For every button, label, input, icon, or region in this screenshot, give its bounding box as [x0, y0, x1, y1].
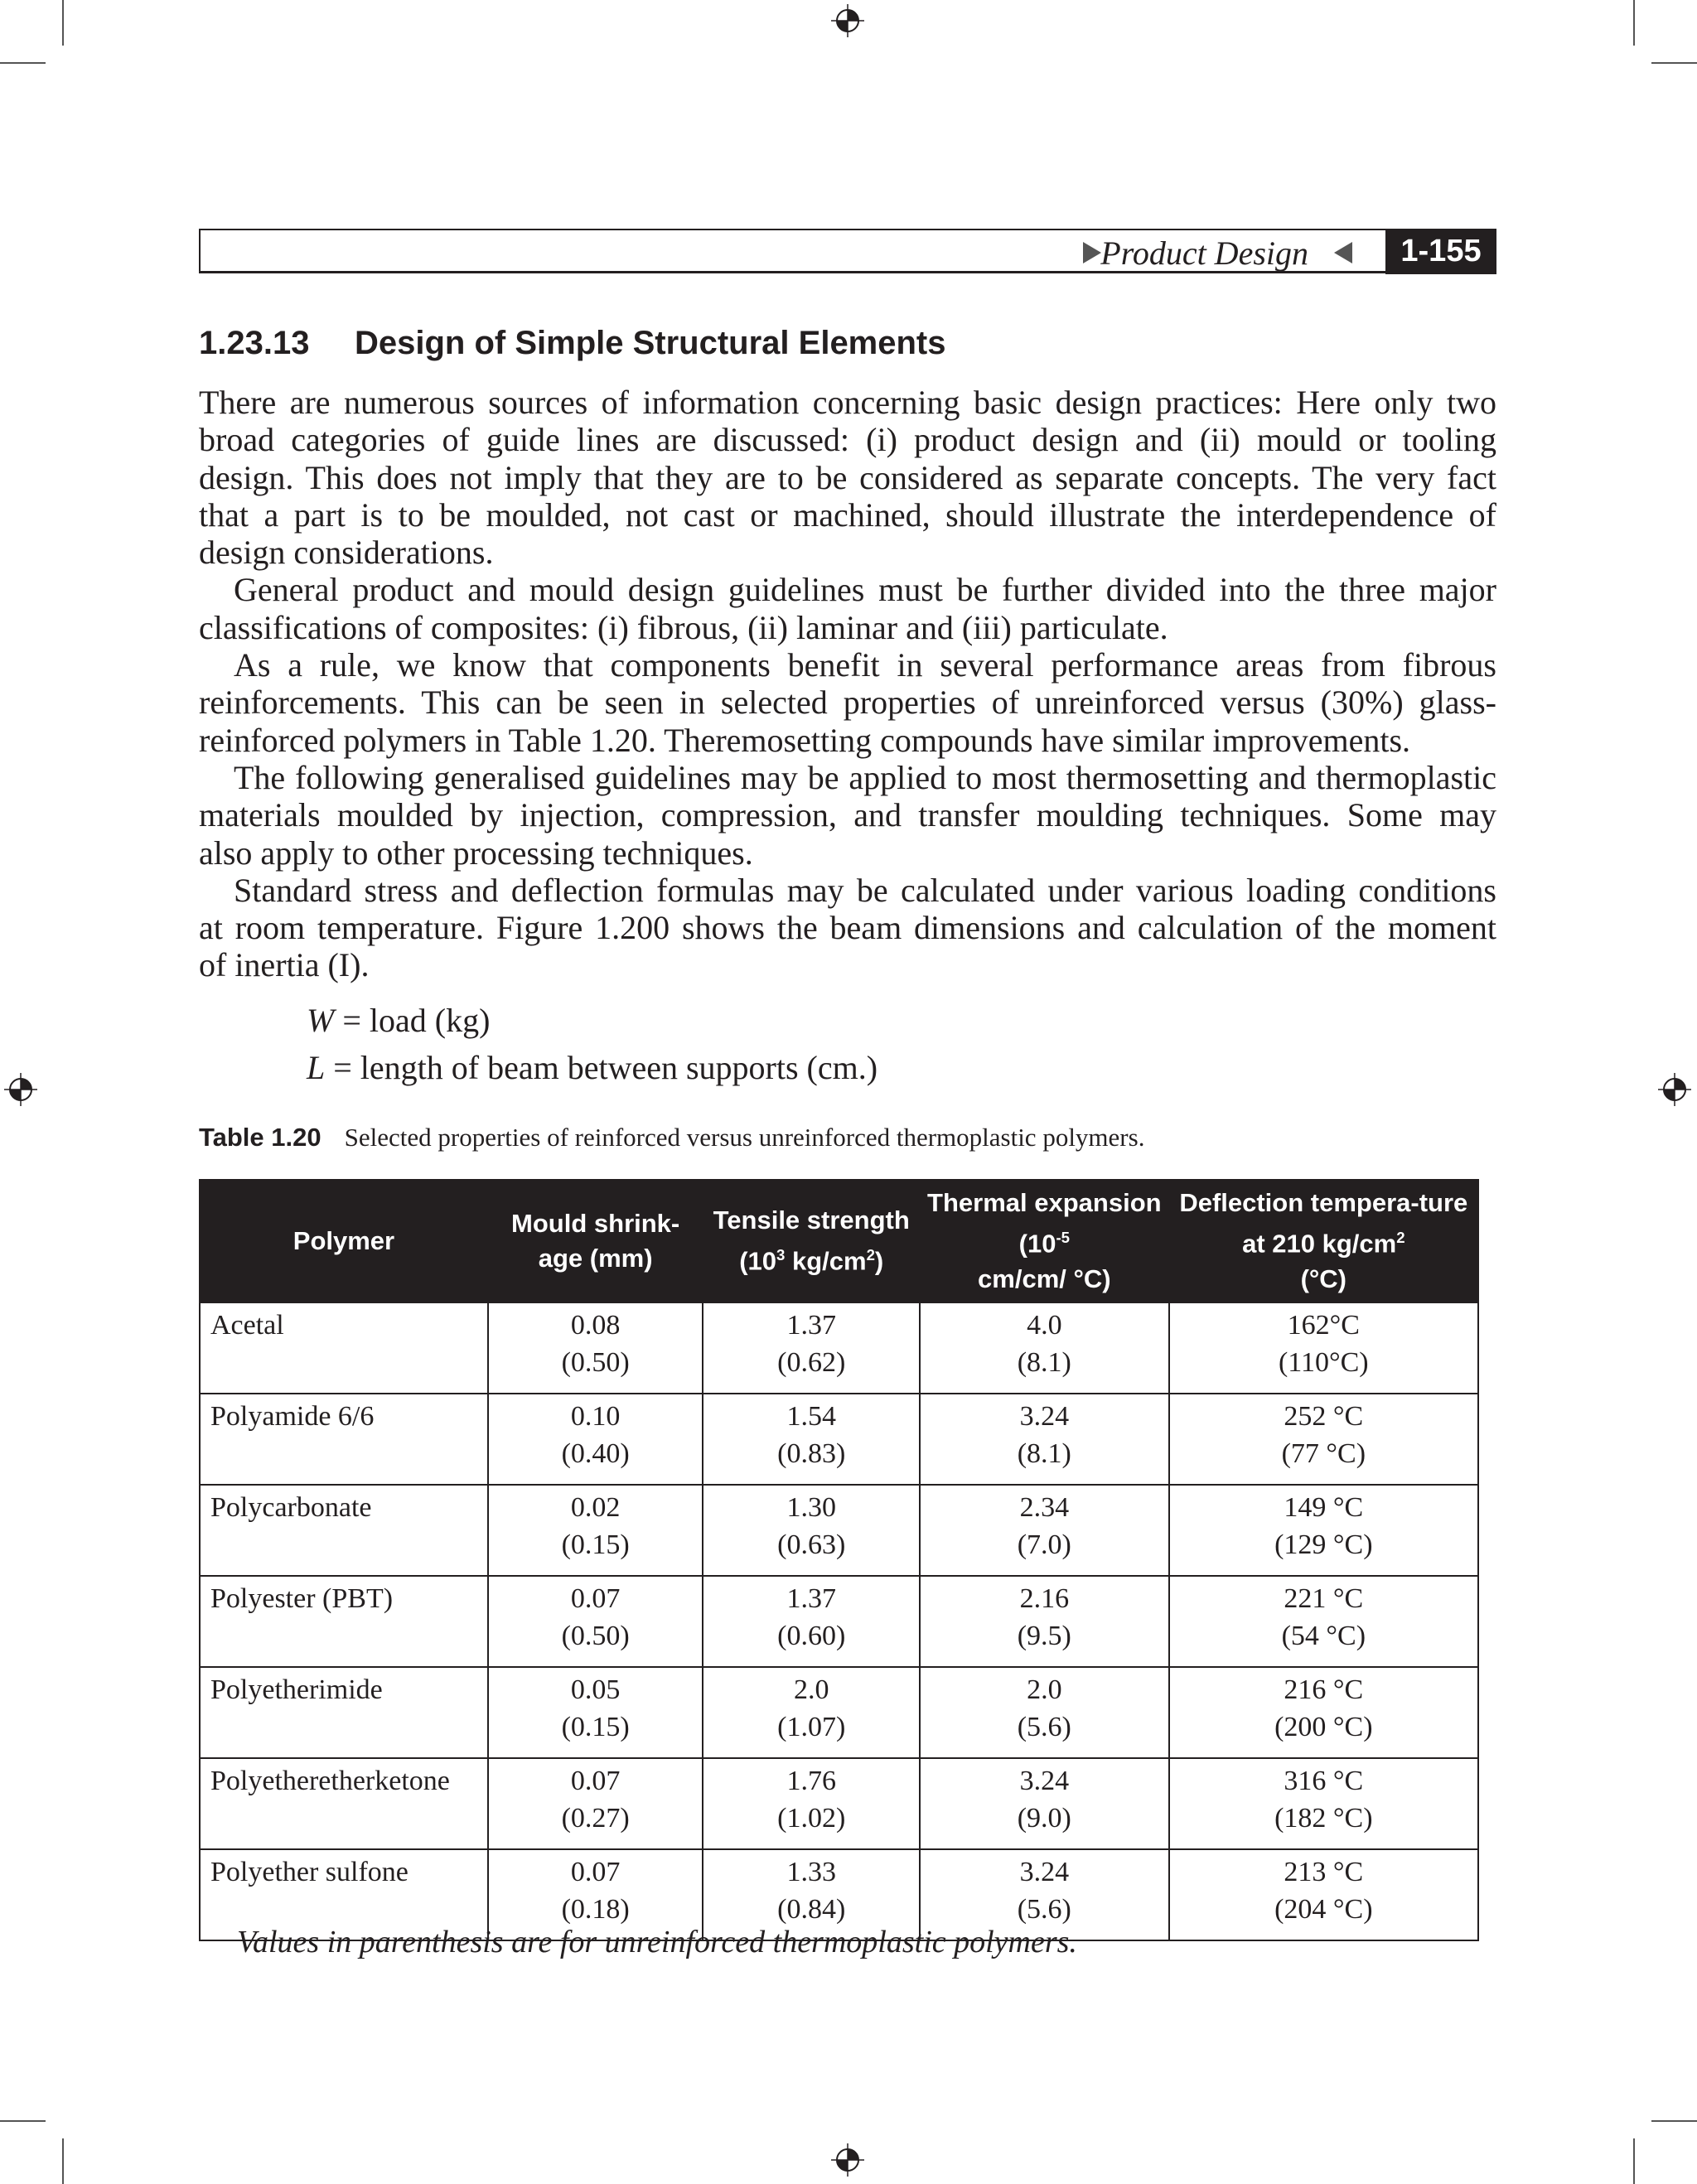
running-header — [199, 229, 1496, 273]
reinforced-value: 149 °C — [1284, 1492, 1364, 1523]
reinforced-value: 4.0 — [1027, 1310, 1062, 1341]
reinforced-value: 316 °C — [1284, 1766, 1364, 1796]
reinforced-value: 0.10 — [570, 1401, 621, 1432]
cell-tensile — [703, 1394, 920, 1485]
section-title-text: Design of Simple Structural Elements — [355, 325, 946, 361]
formula-symbol: W — [307, 1002, 335, 1039]
superscript: -5 — [1056, 1229, 1070, 1247]
table-row — [200, 1667, 1478, 1758]
paragraph — [199, 646, 1496, 759]
text-line: also apply to other processing techniques. — [199, 833, 753, 872]
cell-polymer: Polyester (PBT) — [200, 1576, 488, 1667]
unreinforced-value: (9.5) — [1017, 1621, 1071, 1651]
crop-mark — [0, 2120, 46, 2122]
text-line: reinforced polymers in Table 1.20. Theremosetting compounds have similar improvements. — [199, 721, 1411, 759]
cell-tensile — [703, 1302, 920, 1394]
reinforced-value: 1.33 — [786, 1857, 836, 1887]
table-footnote: Values in parenthesis are for unreinforced thermoplastic polymers. — [237, 1925, 1077, 1959]
paragraph — [199, 571, 1496, 646]
cell-shrinkage — [488, 1667, 703, 1758]
reinforced-value: 0.05 — [570, 1674, 621, 1705]
table-caption — [199, 1123, 1144, 1152]
table-label: Table 1.20 — [199, 1123, 322, 1152]
unreinforced-value: (182 °C) — [1274, 1803, 1373, 1834]
unreinforced-value: (0.83) — [777, 1438, 846, 1469]
cell-thermal — [920, 1394, 1169, 1485]
cell-shrinkage — [488, 1758, 703, 1849]
cell-thermal — [920, 1576, 1169, 1667]
unreinforced-value: (8.1) — [1017, 1438, 1071, 1469]
formula-line — [307, 1001, 490, 1040]
reinforced-value: 0.07 — [570, 1766, 621, 1796]
superscript: 2 — [866, 1246, 875, 1264]
unreinforced-value: (204 °C) — [1274, 1894, 1373, 1925]
text-line: of inertia (I). — [199, 946, 370, 984]
cell-thermal — [920, 1302, 1169, 1394]
cell-deflection — [1169, 1302, 1478, 1394]
unreinforced-value: (7.0) — [1017, 1529, 1071, 1560]
cell-tensile — [703, 1576, 920, 1667]
crop-mark — [0, 62, 46, 64]
unreinforced-value: (0.15) — [561, 1529, 630, 1560]
formula-line — [307, 1048, 878, 1087]
header-tensile — [703, 1180, 920, 1302]
superscript: 3 — [776, 1246, 786, 1264]
reinforced-value: 1.76 — [786, 1766, 836, 1796]
header-tensile-unit: (10 — [739, 1246, 777, 1276]
reinforced-value: 3.24 — [1019, 1401, 1070, 1432]
header-tensile-unit: ) — [874, 1246, 884, 1276]
registration-mark-icon — [831, 2143, 864, 2177]
reinforced-value: 3.24 — [1019, 1857, 1070, 1887]
text-line: broad categories of guide lines are discussed: (i) product design and (ii) mould or tooling — [199, 421, 1496, 459]
cell-tensile — [703, 1667, 920, 1758]
cell-deflection — [1169, 1758, 1478, 1849]
reinforced-value: 213 °C — [1284, 1857, 1364, 1887]
unreinforced-value: (77 °C) — [1281, 1438, 1366, 1469]
reinforced-value: 2.34 — [1019, 1492, 1070, 1523]
triangle-right-icon — [1083, 242, 1101, 263]
cell-shrinkage — [488, 1576, 703, 1667]
cell-deflection — [1169, 1485, 1478, 1576]
text-line: There are numerous sources of information concerning basic design practices: Here only two — [199, 384, 1496, 421]
text-line: that a part is to be moulded, not cast or machined, should illustrate the interdependence of — [199, 495, 1496, 534]
unreinforced-value: (0.84) — [777, 1894, 846, 1925]
cell-shrinkage — [488, 1485, 703, 1576]
superscript: 2 — [1396, 1229, 1405, 1247]
cell-polymer: Polyetheretherketone — [200, 1758, 488, 1849]
unreinforced-value: (129 °C) — [1274, 1529, 1373, 1560]
reinforced-value: 221 °C — [1284, 1583, 1364, 1614]
text-line: Standard stress and deflection formulas may be calculated under various loading conditions — [234, 871, 1496, 909]
crop-mark — [1651, 62, 1697, 64]
unreinforced-value: (5.6) — [1017, 1712, 1071, 1742]
section-number: 1.23.13 — [199, 325, 310, 361]
cell-deflection — [1169, 1849, 1478, 1940]
registration-mark-icon — [1658, 1073, 1691, 1106]
cell-polymer: Polycarbonate — [200, 1485, 488, 1576]
registration-mark-icon — [4, 1073, 37, 1106]
reinforced-value: 0.02 — [570, 1492, 621, 1523]
reinforced-value: 1.37 — [786, 1310, 836, 1341]
table-row — [200, 1302, 1478, 1394]
crop-mark — [1633, 0, 1635, 46]
unreinforced-value: (0.60) — [777, 1621, 846, 1651]
table-row — [200, 1485, 1478, 1576]
paragraph — [199, 384, 1496, 571]
table-header-row — [200, 1180, 1478, 1302]
body-text — [199, 384, 1496, 984]
unreinforced-value: (200 °C) — [1274, 1712, 1373, 1742]
unreinforced-value: (1.07) — [777, 1712, 846, 1742]
formula-definition: = length of beam between supports (cm.) — [325, 1049, 878, 1086]
unreinforced-value: (5.6) — [1017, 1894, 1071, 1925]
header-thermal — [920, 1180, 1169, 1302]
unreinforced-value: (8.1) — [1017, 1347, 1071, 1378]
properties-table — [199, 1179, 1479, 1941]
text-line: General product and mould design guidelines must be further divided into the three major — [234, 571, 1496, 609]
unreinforced-value: (9.0) — [1017, 1803, 1071, 1834]
reinforced-value: 1.54 — [786, 1401, 836, 1432]
header-deflection — [1169, 1180, 1478, 1302]
text-line: The following generalised guidelines may be applied to most thermosetting and thermoplastic — [234, 758, 1496, 796]
header-shrinkage: Mould shrink-age (mm) — [488, 1180, 703, 1302]
header-polymer: Polymer — [200, 1180, 488, 1302]
header-deflection-unit: (°C) — [1300, 1264, 1347, 1293]
reinforced-value: 2.0 — [1027, 1674, 1062, 1705]
header-tensile-text: Tensile strength — [713, 1206, 910, 1235]
paragraph — [199, 759, 1496, 872]
cell-polymer: Polyetherimide — [200, 1667, 488, 1758]
crop-mark — [1633, 2138, 1635, 2184]
text-line: reinforcements. This can be seen in selected properties of unreinforced versus (30%) glass- — [199, 684, 1496, 722]
reinforced-value: 3.24 — [1019, 1766, 1070, 1796]
reinforced-value: 216 °C — [1284, 1674, 1364, 1705]
reinforced-value: 0.07 — [570, 1857, 621, 1887]
section-title: Product Design — [1100, 234, 1308, 272]
header-thermal-unit: cm/cm/ °C) — [978, 1264, 1111, 1293]
table-caption-text: Selected properties of reinforced versus unreinforced thermoplastic polymers. — [344, 1123, 1145, 1152]
crop-mark — [62, 0, 64, 46]
table-row — [200, 1758, 1478, 1849]
reinforced-value: 0.07 — [570, 1583, 621, 1614]
text-line: As a rule, we know that components benefit in several performance areas from fibrous — [234, 646, 1496, 684]
cell-polymer: Acetal — [200, 1302, 488, 1394]
formula-definition: = load (kg) — [334, 1002, 491, 1039]
header-deflection-text: Deflection tempera-ture at 210 kg/cm — [1179, 1188, 1468, 1259]
reinforced-value: 162°C — [1287, 1310, 1360, 1341]
text-line: materials moulded by injection, compression, and transfer moulding techniques. Some may — [199, 796, 1496, 834]
cell-shrinkage — [488, 1302, 703, 1394]
text-line: classifications of composites: (i) fibrous, (ii) laminar and (iii) particulate. — [199, 608, 1168, 646]
cell-shrinkage — [488, 1394, 703, 1485]
cell-tensile — [703, 1758, 920, 1849]
reinforced-value: 0.08 — [570, 1310, 621, 1341]
unreinforced-value: (0.15) — [561, 1712, 630, 1742]
reinforced-value: 252 °C — [1284, 1401, 1364, 1432]
cell-thermal — [920, 1485, 1169, 1576]
unreinforced-value: (0.18) — [561, 1894, 630, 1925]
page-number: 1-155 — [1385, 229, 1496, 274]
triangle-left-icon — [1334, 242, 1352, 263]
unreinforced-value: (1.02) — [777, 1803, 846, 1834]
unreinforced-value: (0.62) — [777, 1347, 846, 1378]
text-line: design. This does not imply that they are to be considered as separate concepts. The very fact — [199, 458, 1496, 496]
unreinforced-value: (0.27) — [561, 1803, 630, 1834]
unreinforced-value: (0.50) — [561, 1621, 630, 1651]
cell-polymer: Polyether sulfone — [200, 1849, 488, 1940]
cell-thermal — [920, 1758, 1169, 1849]
header-tensile-unit: kg/cm — [785, 1246, 867, 1276]
cell-polymer: Polyamide 6/6 — [200, 1394, 488, 1485]
crop-mark — [1651, 2120, 1697, 2122]
cell-thermal — [920, 1667, 1169, 1758]
unreinforced-value: (0.40) — [561, 1438, 630, 1469]
table-row — [200, 1576, 1478, 1667]
reinforced-value: 1.37 — [786, 1583, 836, 1614]
unreinforced-value: (0.63) — [777, 1529, 846, 1560]
text-line: at room temperature. Figure 1.200 shows the beam dimensions and calculation of the moment — [199, 909, 1496, 947]
cell-deflection — [1169, 1576, 1478, 1667]
reinforced-value: 2.0 — [793, 1674, 829, 1705]
unreinforced-value: (54 °C) — [1281, 1621, 1366, 1651]
reinforced-value: 2.16 — [1019, 1583, 1070, 1614]
unreinforced-value: (110°C) — [1278, 1347, 1369, 1378]
crop-mark — [62, 2138, 64, 2184]
cell-deflection — [1169, 1667, 1478, 1758]
text-line: design considerations. — [199, 534, 494, 572]
table-row — [200, 1394, 1478, 1485]
reinforced-value: 1.30 — [786, 1492, 836, 1523]
header-thermal-text: Thermal expansion (10 — [927, 1188, 1162, 1259]
cell-deflection — [1169, 1394, 1478, 1485]
paragraph — [199, 872, 1496, 984]
unreinforced-value: (0.50) — [561, 1347, 630, 1378]
cell-tensile — [703, 1485, 920, 1576]
formula-symbol: L — [307, 1049, 326, 1086]
registration-mark-icon — [831, 4, 864, 37]
section-heading — [199, 325, 946, 362]
